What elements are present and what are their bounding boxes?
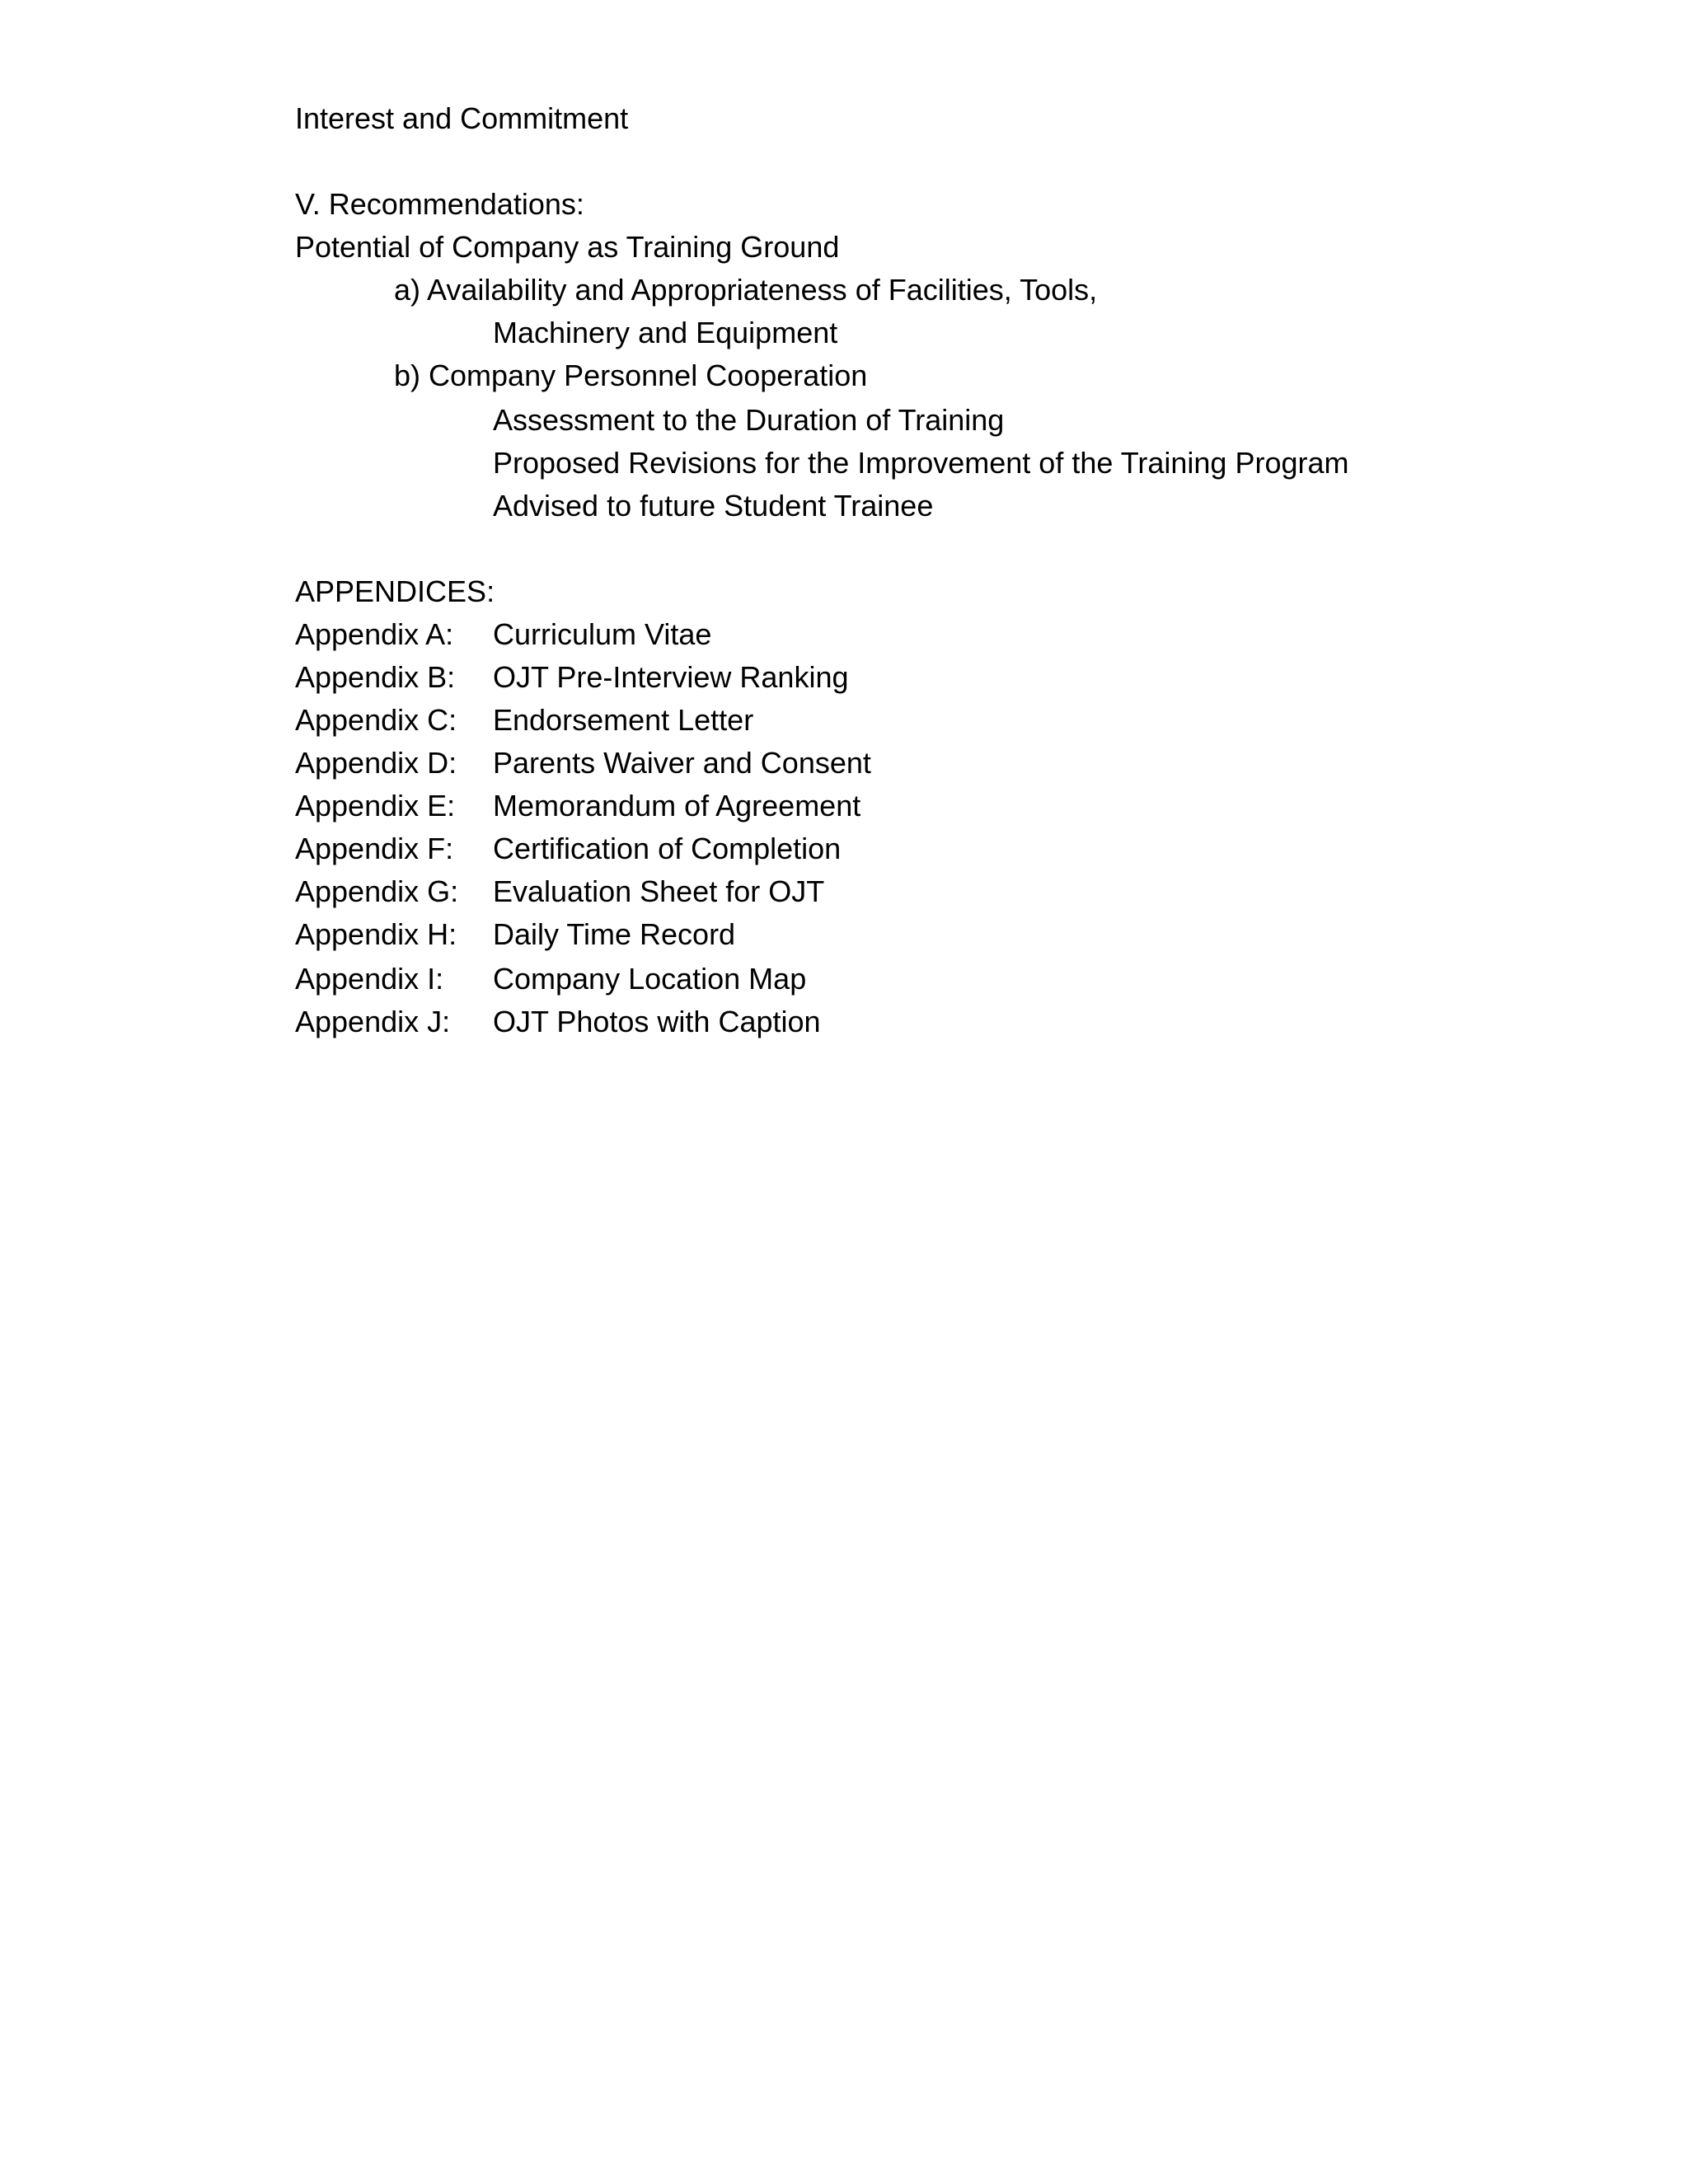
item-a-line2: Machinery and Equipment — [493, 316, 838, 349]
interest-heading: Interest and Commitment — [295, 101, 629, 135]
assessment-line: Assessment to the Duration of Training — [493, 403, 1005, 437]
recommendations-heading: V. Recommendations: — [295, 187, 584, 221]
appendix-title: OJT Photos with Caption — [493, 1005, 821, 1038]
advised-line: Advised to future Student Trainee — [493, 489, 934, 523]
proposed-revisions-line: Proposed Revisions for the Improvement of the Training Program — [493, 446, 1349, 480]
item-a-line1: a) Availability and Appropriateness of Facilities, Tools, — [394, 273, 1098, 307]
potential-line: Potential of Company as Training Ground — [295, 230, 840, 264]
appendices-heading: APPENDICES: — [295, 574, 495, 608]
appendix-label: Appendix J: — [295, 1005, 451, 1038]
appendix-label: Appendix E: — [295, 789, 456, 823]
appendix-title: Endorsement Letter — [493, 703, 754, 737]
appendix-label: Appendix H: — [295, 917, 457, 951]
appendix-label: Appendix C: — [295, 703, 457, 737]
appendix-title: Company Location Map — [493, 962, 807, 996]
appendix-label: Appendix A: — [295, 617, 454, 651]
appendix-title: Curriculum Vitae — [493, 617, 712, 651]
item-b-line: b) Company Personnel Cooperation — [394, 359, 868, 392]
appendix-title: Memorandum of Agreement — [493, 789, 861, 823]
appendix-title: OJT Pre-Interview Ranking — [493, 660, 849, 694]
appendix-title: Daily Time Record — [493, 917, 736, 951]
appendix-label: Appendix I: — [295, 962, 444, 996]
appendix-label: Appendix F: — [295, 832, 454, 865]
appendix-title: Parents Waiver and Consent — [493, 746, 871, 780]
appendix-title: Evaluation Sheet for OJT — [493, 874, 825, 908]
appendix-label: Appendix D: — [295, 746, 457, 780]
appendix-title: Certification of Completion — [493, 832, 842, 865]
appendix-label: Appendix B: — [295, 660, 456, 694]
appendix-label: Appendix G: — [295, 874, 459, 908]
